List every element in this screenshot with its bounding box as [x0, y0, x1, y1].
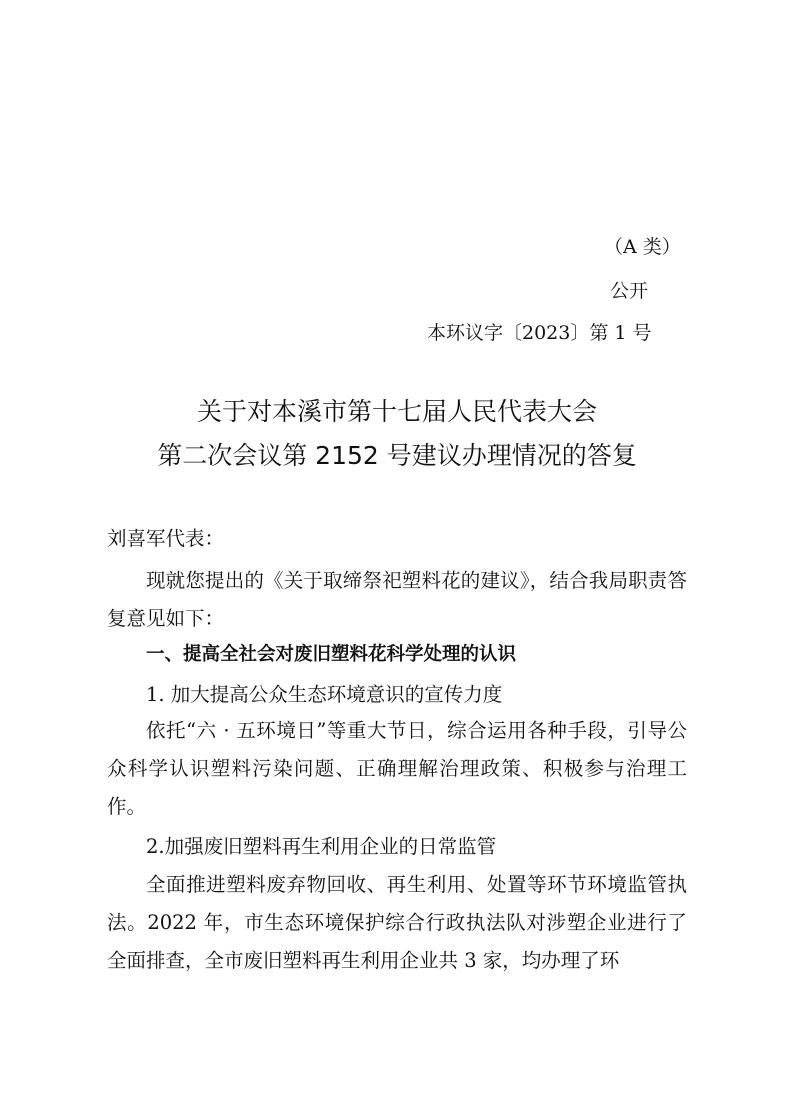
document-number: 本环议字〔2023〕第 1 号: [427, 322, 652, 344]
document-title-line-1: 关于对本溪市第十七届人民代表大会: [196, 397, 597, 426]
item-paragraph-2: 全面推进塑料废弃物回收、再生利用、处置等环节环境监管执法。2022 年，市生态环境保护综合行政执法队对涉塑企业进行了全面排查，全市废旧塑料再生利用企业共 3 家，均办理了环: [107, 873, 687, 972]
intro-paragraph: 现就您提出的《关于取缔祭祀塑料花的建议》，结合我局职责答复意见如下：: [107, 569, 687, 630]
item-paragraph-1: 依托“六 · 五环境日”等重大节日，综合运用各种手段，引导公众科学认识塑料污染问题、正确理解治理政策、积极参与治理工作。: [107, 719, 687, 818]
section-heading-1: 一、提高全社会对废旧塑料花科学处理的认识: [146, 644, 517, 665]
item-heading-1: 1. 加大提高公众生态环境意识的宣传力度: [146, 683, 503, 706]
document-title-line-2: 第二次会议第 2152 号建议办理情况的答复: [157, 441, 637, 470]
item-heading-2: 2.加强废旧塑料再生利用企业的日常监管: [146, 835, 497, 858]
salutation: 刘喜军代表：: [107, 527, 225, 550]
classification-label: （A 类）: [604, 236, 681, 258]
disclosure-label: 公开: [610, 280, 649, 302]
